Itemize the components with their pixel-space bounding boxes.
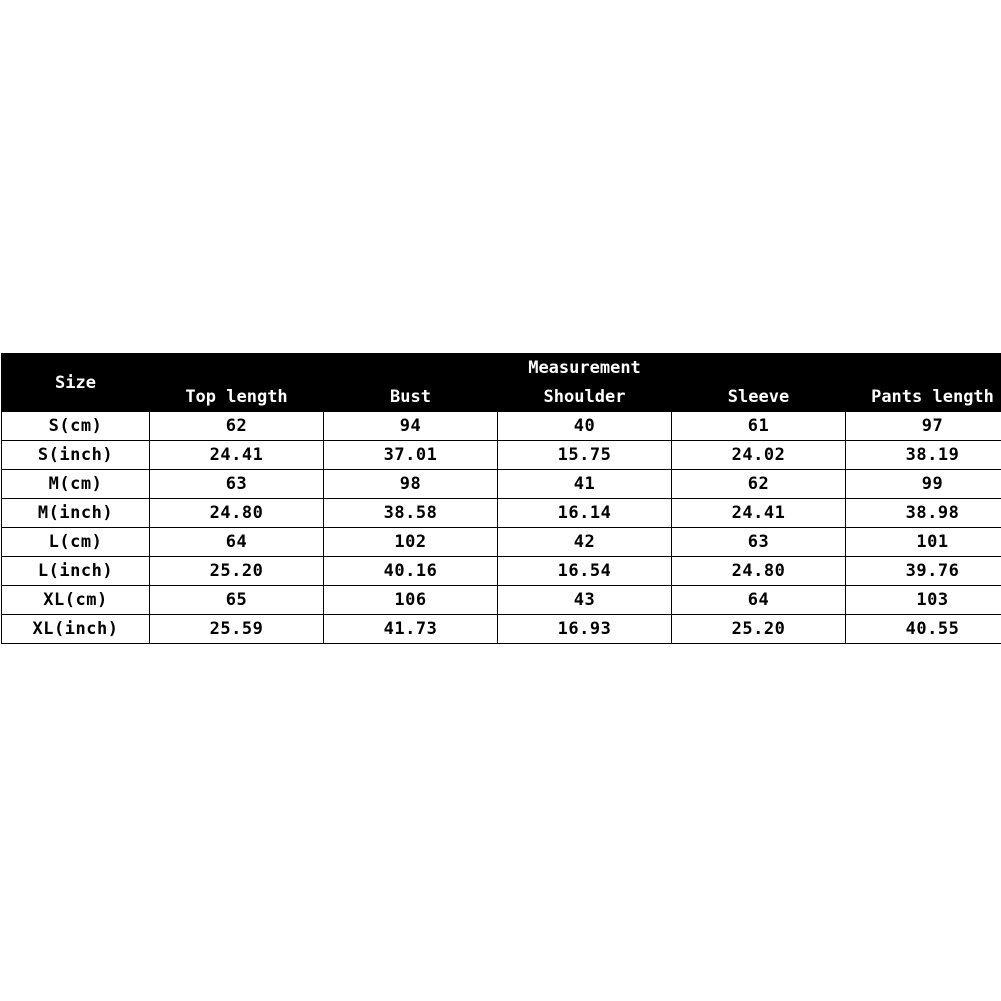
cell-sleeve: 62: [672, 470, 846, 499]
cell-bust: 98: [324, 470, 498, 499]
column-header-bust: Bust: [324, 383, 498, 412]
cell-shoulder: 15.75: [498, 441, 672, 470]
cell-top-length: 64: [150, 528, 324, 557]
size-column-header: Size: [2, 354, 150, 412]
cell-shoulder: 16.14: [498, 499, 672, 528]
cell-pants-length: 38.19: [846, 441, 1001, 470]
cell-pants-length: 99: [846, 470, 1001, 499]
size-label: L(cm): [2, 528, 150, 557]
size-label: M(inch): [2, 499, 150, 528]
cell-sleeve: 61: [672, 412, 846, 441]
size-label: L(inch): [2, 557, 150, 586]
column-header-pants-length: Pants length: [846, 383, 1001, 412]
cell-bust: 37.01: [324, 441, 498, 470]
table-row: [2, 586, 1001, 615]
cell-pants-length: 103: [846, 586, 1001, 615]
cell-sleeve: 24.41: [672, 499, 846, 528]
cell-sleeve: 24.80: [672, 557, 846, 586]
cell-shoulder: 16.93: [498, 615, 672, 644]
table-row: [2, 499, 1001, 528]
table-body: [2, 412, 1001, 644]
cell-shoulder: 43: [498, 586, 672, 615]
column-header-sleeve: Sleeve: [672, 383, 846, 412]
cell-shoulder: 40: [498, 412, 672, 441]
table-row: [2, 528, 1001, 557]
size-label: S(inch): [2, 441, 150, 470]
cell-top-length: 62: [150, 412, 324, 441]
size-chart-table: [1, 353, 1001, 644]
cell-bust: 38.58: [324, 499, 498, 528]
cell-top-length: 25.20: [150, 557, 324, 586]
cell-pants-length: 97: [846, 412, 1001, 441]
cell-top-length: 24.80: [150, 499, 324, 528]
cell-pants-length: 40.55: [846, 615, 1001, 644]
column-header-top-length: Top length: [150, 383, 324, 412]
cell-bust: 41.73: [324, 615, 498, 644]
cell-bust: 40.16: [324, 557, 498, 586]
cell-sleeve: 25.20: [672, 615, 846, 644]
header-row-group: [2, 354, 1001, 383]
cell-sleeve: 63: [672, 528, 846, 557]
cell-top-length: 24.41: [150, 441, 324, 470]
table-row: [2, 441, 1001, 470]
cell-pants-length: 38.98: [846, 499, 1001, 528]
size-label: XL(inch): [2, 615, 150, 644]
table-row: [2, 557, 1001, 586]
cell-shoulder: 42: [498, 528, 672, 557]
cell-top-length: 65: [150, 586, 324, 615]
measurement-group-header: Measurement: [150, 354, 1001, 383]
cell-top-length: 63: [150, 470, 324, 499]
column-header-shoulder: Shoulder: [498, 383, 672, 412]
table-row: [2, 412, 1001, 441]
size-label: M(cm): [2, 470, 150, 499]
size-label: S(cm): [2, 412, 150, 441]
cell-bust: 106: [324, 586, 498, 615]
table-header: [2, 354, 1001, 412]
cell-pants-length: 39.76: [846, 557, 1001, 586]
cell-top-length: 25.59: [150, 615, 324, 644]
table-row: [2, 615, 1001, 644]
cell-pants-length: 101: [846, 528, 1001, 557]
cell-shoulder: 41: [498, 470, 672, 499]
cell-sleeve: 24.02: [672, 441, 846, 470]
cell-shoulder: 16.54: [498, 557, 672, 586]
cell-bust: 102: [324, 528, 498, 557]
cell-bust: 94: [324, 412, 498, 441]
cell-sleeve: 64: [672, 586, 846, 615]
size-label: XL(cm): [2, 586, 150, 615]
table-row: [2, 470, 1001, 499]
header-row-columns: [2, 383, 1001, 412]
